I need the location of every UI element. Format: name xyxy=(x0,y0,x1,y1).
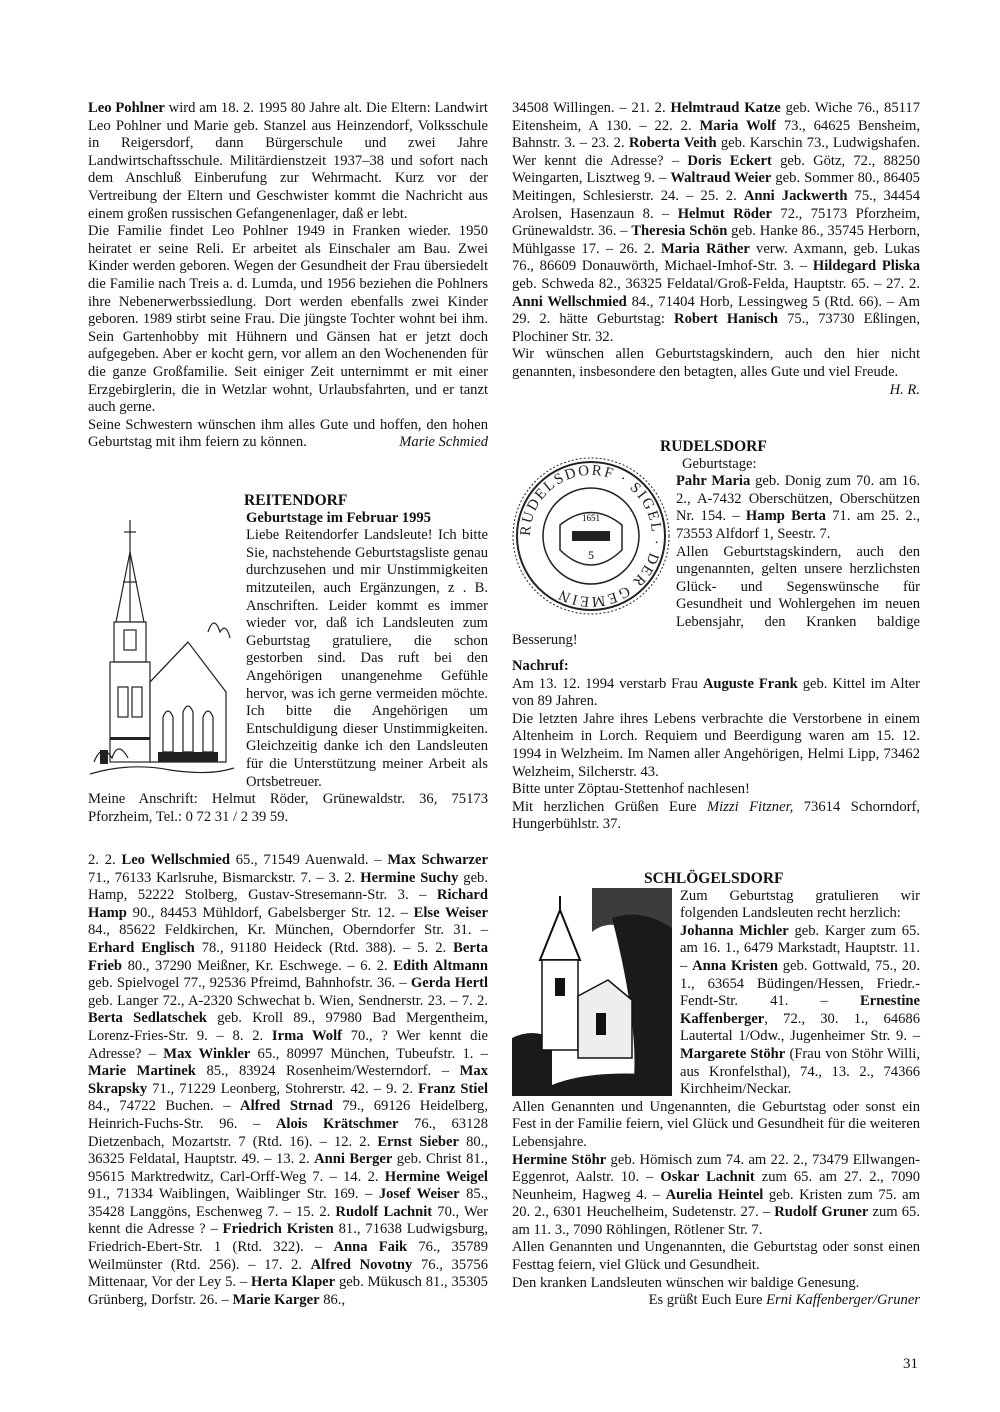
pohlner-signature: Marie Schmied xyxy=(399,434,488,451)
birthday-entry-name: Robert Hanisch xyxy=(674,311,778,328)
schloegelsdorf-entry-name: Hermine Stöhr xyxy=(512,1151,607,1168)
birthday-entry-name: Helmtraud Katze xyxy=(670,100,781,116)
birthday-entry-details: 70., ? Wer kennt die Adresse? – xyxy=(88,1027,488,1062)
birthday-entry-name: Friedrich Kristen xyxy=(222,1221,334,1238)
sign-name: Erni Kaffenberger/Gruner xyxy=(766,1292,920,1309)
birthday-entry-details: 84., 85622 Feldkirchen, Kr. München, Oberndorfer Str. 31. – xyxy=(88,922,488,939)
birthday-entry-details: geb. Götz, 72., 88250 Weingarten, Lisztweg 9. – xyxy=(512,152,920,187)
schloegelsdorf-intro: Zum Geburtstag gratulieren wir folgenden Landsleuten recht herzlich: xyxy=(680,887,920,922)
birthday-entry-details: 80., 37290 Meißner, Kr. Eschwege. – 6. 2. xyxy=(122,957,394,974)
schloegelsdorf-signature xyxy=(512,1292,920,1310)
birthday-entry-details: 84., 74722 Buchen. – xyxy=(88,1098,241,1115)
birthday-entry-name: Hermine Weigel xyxy=(384,1168,488,1185)
birthday-entry-details: geb. Wiche 76., 85117 Eitensheim, A 130. – 22. 2. xyxy=(512,100,920,134)
nachruf-signer: Mizzi Fitzner, xyxy=(707,798,794,815)
birthday-entry-name: Marie Karger xyxy=(232,1291,320,1308)
birthday-entry-details: geb. Langer 72., A-2320 Schwechat b. Wien, Sendnerstr. 23. – 7. 2. xyxy=(88,992,488,1009)
birthday-entry-details: 86., xyxy=(319,1291,346,1308)
schloegelsdorf-wish-1: Allen Genannten und Ungenannten, die Geburtstag oder sonst ein Fest in der Familie feiern, viel Glück und Gesundheit für die weiteren Lebensjahre. xyxy=(512,1098,920,1150)
birthday-entry-name: Max Schwarzer xyxy=(387,852,488,868)
schloegelsdorf-entry-details: geb. Gottwald, 75., 20. 1., 63654 Büdingen/Hessen, Friedr.-Fendt-Str. 41. – xyxy=(680,957,920,1010)
rudelsdorf-entry-name: Hamp Berta xyxy=(745,508,826,525)
birthday-entry-name: Anna Faik xyxy=(333,1239,408,1256)
birthday-entry-details: 75., 34454 Arolsen, Hasenzaun 8. – xyxy=(512,187,920,222)
schloegelsdorf-title: SCHLÖGELSDORF xyxy=(644,870,784,887)
birthday-entry-name: Herta Klaper xyxy=(251,1274,336,1291)
birthday-entry-details: 90., 84453 Mühldorf, Gabelsberger Str. 12. – xyxy=(126,904,414,921)
birthday-entry-details: verw. Axmann, geb. Lukas 76., 86609 Donauwörth, Michael-Imhof-Str. 3. – xyxy=(512,240,920,275)
birthday-entry-name: Maria Räther xyxy=(660,240,750,257)
nachruf-address: 73614 Schorndorf, Hungerbühlstr. 37. xyxy=(512,798,921,833)
nachruf-name: Auguste Frank xyxy=(702,675,798,692)
pohlner-name: Leo Pohlner xyxy=(88,100,165,116)
birthday-entry-details: geb. Mükusch 81., 35305 Grünberg, Dorfstr. 26. – xyxy=(88,1274,488,1308)
reitendorf-list-continuation xyxy=(512,100,920,399)
birthday-entry-name: Alfred Strnad xyxy=(240,1098,333,1115)
birthday-entry-name: Hermine Suchy xyxy=(360,869,459,886)
schloegelsdorf-entry-name: Johanna Michler xyxy=(680,922,789,939)
rudelsdorf-seal-icon xyxy=(510,455,672,617)
birthday-entry-details: geb. Spielvogel 77., 92536 Pfreimd, Bahnhofstr. 36. – xyxy=(88,975,411,992)
birthday-entry-name: Berta Frieb xyxy=(88,939,488,974)
reitendorf-address: Meine Anschrift: Helmut Röder, Grünewaldstr. 36, 75173 Pforzheim, Tel.: 0 72 31 / 2 39 59. xyxy=(88,791,488,825)
pohlner-text: wird am 18. 2. 1995 80 Jahre alt. Die Eltern: Landwirt Leo Pohlner und Marie geb. Stanzel aus Heinzendorf, Volksschule in Reigersdorf, dann Bürgerschule und zwei Jahre Landwirtschaftsschule. Militärdienstzeit 1937–38 und sofort nach dem Anschluß Einberufung zur Wehrmacht. Kurz vor der Vertreibung der Eltern und Geschwister kommt die Nachricht aus einem großen russischen Gefangenenlager, daß er lebt. xyxy=(88,100,488,222)
schloegelsdorf-entry-details: zum 65. am 11. 3., 7090 Röhlingen, Rötlener Str. 7. xyxy=(512,1204,920,1238)
birthday-entry-details: 71., 76133 Karlsruhe, Bismarckstr. 7. – 3. 2. xyxy=(88,869,361,886)
nachruf-text-b: geb. Kittel im Alter von 89 Jahren. xyxy=(512,675,921,710)
reitendorf-body: Liebe Reitendorfer Landsleute! Ich bitte Sie, nachstehende Geburtstagsliste genau durchzusehen und mir Unstimmigkeiten mitzuteilen, auch Ergänzungen, z . B. Anschriften. Leider kommt es immer wieder vor, daß ich Landsleuten zum Geburtstag gratuliere, die schon gestorben sind. Das ruft bei den Angehörigen unangenehme Gefühle hervor, was ich gerne vermeiden möchte. Ich bitte die Angehörigen um Entschuldigung dieser Unstimmigkeiten. Gleichzeitig danke ich den Landsleuten für die Unterstützung meiner Arbeit als Ortsbetreuer. xyxy=(246,527,488,790)
nachruf-greeting: Mit herzlichen Grüßen Eure xyxy=(512,798,708,815)
schloegelsdorf-entry-name: Ernestine Kaffenberger xyxy=(680,993,920,1027)
schloegelsdorf-entry-name: Rudolf Gruner xyxy=(774,1204,869,1221)
birthday-entry-details: 76., 35789 Weilmünster (Rtd. 256). – 17. 2. xyxy=(88,1239,488,1273)
section-schloegelsdorf xyxy=(512,870,920,1310)
nachruf-paragraph-1 xyxy=(512,676,920,711)
birthday-entry-details: 76., 35756 Mittenaar, Vor der Ley 5. – xyxy=(88,1256,489,1291)
reitendorf-birthday-list xyxy=(88,852,488,1309)
nachruf-paragraph-4 xyxy=(512,799,920,834)
birthday-entry-name: Doris Eckert xyxy=(687,152,772,169)
birthday-entry-name: Josef Weiser xyxy=(378,1186,460,1203)
birthday-entry-name: Anni Berger xyxy=(314,1151,393,1168)
section-reitendorf xyxy=(88,492,488,826)
birthday-entry-details: geb. Karschin 73., Ludwigshafen. Wer kennt die Adresse? – xyxy=(512,135,920,169)
birthday-entry-name: Max Winkler xyxy=(163,1045,251,1062)
birthday-entry-details: 71., 71229 Leonberg, Stohrerstr. 42. – 9. 2. xyxy=(147,1080,419,1097)
reitendorf-signature: H. R. xyxy=(889,381,920,398)
birthday-entry-details: 76., 63128 Dietzenbach, Mozartstr. 7 (Rtd. 16). – 12. 2. xyxy=(88,1115,488,1150)
birthday-entry-name: Waltraud Weier xyxy=(670,170,772,187)
birthday-entry-details: geb. Christ 81., 95615 Marktredwitz, Carl-Orff-Weg 7. – 14. 2. xyxy=(88,1151,488,1185)
svg-text:5: 5 xyxy=(588,548,594,563)
schloegelsdorf-entry-name: Margarete Stöhr xyxy=(680,1045,786,1062)
pohlner-wish: Seine Schwestern wünschen ihm alles Gute und hoffen, den hohen Geburtstag mit ihm feiern zu können. xyxy=(88,416,488,451)
birthday-entry-details: 81., 71638 Ludwigsburg, Friedrich-Ebert-Str. 1 (Rtd. 322). – xyxy=(88,1221,488,1256)
section-rudelsdorf xyxy=(512,438,920,649)
reitendorf-list-cont-text xyxy=(512,100,920,346)
birthday-entry-name: Richard Hamp xyxy=(88,887,488,921)
schloegelsdorf-wish-2: Allen Genannten und Ungenannten, die Geburtstag oder sonst einen Festtag feiern, viel Glück und Gesundheit. xyxy=(512,1239,920,1274)
nachruf-paragraph-3: Bitte unter Zöptau-Stettenhof nachlesen! xyxy=(512,781,750,798)
birthday-entry-name: Helmut Röder xyxy=(677,205,773,222)
birthday-entry-name: Ernst Sieber xyxy=(377,1133,460,1150)
birthday-entry-prefix: 34508 Willingen. – 21. 2. xyxy=(512,100,671,116)
section-nachruf xyxy=(512,658,920,834)
rudelsdorf-subtitle: Geburtstage: xyxy=(682,455,757,472)
page-number: 31 xyxy=(903,1356,918,1372)
birthday-entry-name: Marie Martinek xyxy=(88,1063,196,1080)
birthday-entry-name: Roberta Veith xyxy=(628,135,717,152)
church-sketch-icon xyxy=(88,512,236,780)
schloegelsdorf-entry-details: geb. Karger zum 65. am 16. 1., 6479 Markstadt, Hauptstr. 11. – xyxy=(680,922,920,974)
pohlner-paragraph-1 xyxy=(88,100,488,223)
schloegelsdorf-entry-details: , 72., 30. 1., 64686 Lautertal 1/Odw., Jugenheimer Str. 9. – xyxy=(680,1010,920,1045)
birthday-entry-details: 80., 36325 Feldatal, Hauptstr. 49. – 13. 2. xyxy=(88,1133,488,1168)
birthday-entry-name: Else Weiser xyxy=(413,904,488,921)
schloegelsdorf-entry-details: geb. Kristen zum 75. am 20. 2., 6301 Heuchelheim, Sudetenstr. 27. – xyxy=(512,1186,921,1221)
schloegelsdorf-entries-2 xyxy=(512,1152,920,1240)
schloegelsdorf-entry-name: Oskar Lachnit xyxy=(660,1169,755,1186)
birthday-entry-name: Hildegard Pliska xyxy=(812,258,920,275)
pohlner-paragraph-2: Die Familie findet Leo Pohlner 1949 in Franken wieder. 1950 heiratet er seine Reli. Er arbeitet als Einschaler am Bau. Zwei Kinder werden geboren. Wegen der Gesundheit der Frau übersiedelt die Familie nach Treis a. d. Lumda, und 1956 beziehen die Pohlners ihre Nebenerwerbssiedlung. Dort werden ebenfalls zwei Kinder geboren. 1989 stirbt seine Frau. Die jüngste Tochter wohnt bei ihm. Sein Gartenhobby mit Hühnern und Gänsen hat er jetzt doch aufgegeben. Aber er kocht gern, vor allem an den Wochenenden für die ganze Großfamilie. Seit einiger Zeit unternimmt er mit einer Erzgebirglerin, die in Wetzlar wohnt, Urlaubsfahrten, und er tanzt auch gerne. xyxy=(88,223,488,416)
birthday-entry-name: Leo Wellschmied xyxy=(121,852,230,868)
article-pohlner xyxy=(88,100,488,452)
pohlner-paragraph-3 xyxy=(88,417,488,452)
schloegelsdorf-entry-details: (Frau von Stöhr Willi, aus Kronfelsthal), 74., 13. 2., 74366 Kirchheim/Neckar. xyxy=(680,1045,920,1098)
birthday-entry-details: 78., 91180 Heideck (Rtd. 388). – 5. 2. xyxy=(194,939,454,956)
birthday-entry-details: geb. Sommer 80., 86405 Meitingen, Schlesierstr. 24. – 25. 2. xyxy=(512,170,920,204)
birthday-entry-name: Erhard Englisch xyxy=(88,939,195,956)
schloegelsdorf-entry-details: geb. Hömisch zum 74. am 22. 2., 73479 Ellwangen-Eggenrot, Aalstr. 10. – xyxy=(512,1151,920,1186)
birthday-entry-name: Maria Wolf xyxy=(699,117,776,134)
schloegelsdorf-entry-name: Aurelia Heintel xyxy=(665,1186,764,1203)
birthday-entry-name: Alfred Novotny xyxy=(310,1256,413,1273)
nachruf-paragraph-2: Die letzten Jahre ihres Lebens verbrachte die Verstorbene in einem Altenheim in Lorch. Requiem und Beerdigung waren am 15. 12. 1994 in Welzheim. Im Namen aller Angehörigen, Helmi Lipp, 73462 Welzheim, Silcherstr. 43. xyxy=(512,710,920,780)
rudelsdorf-wish: Allen Geburtstagskindern, auch den ungenannten, gelten unsere herzlichsten Glück- und Segenswünsche für Gesundheit und Wohlergehen im neuen Lebensjahr, den Kranken baldige Besserung! xyxy=(512,543,920,648)
birthday-entry-details: geb. Hamp, 52222 Stolberg, Gustav-Stresemann-Str. 3. – xyxy=(88,869,488,904)
birthday-entry-details: 72., 75173 Pforzheim, Grünewaldstr. 36. – xyxy=(512,205,921,240)
birthday-entry-details: 79., 69126 Heidelberg, Heinrich-Fuchs-Str. 96. – xyxy=(88,1098,488,1132)
birthday-entry-name: Berta Sedlatschek xyxy=(88,1010,207,1027)
birthday-entry-details: 75., 73730 Eßlingen, Plochiner Str. 32. xyxy=(512,311,920,345)
church-photo-icon xyxy=(512,888,672,1096)
schloegelsdorf-entry-details: zum 65. am 27. 2., 7090 Neunheim, Hagweg 4. – xyxy=(512,1169,920,1203)
birthday-entry-name: Alois Krätschmer xyxy=(275,1115,399,1132)
schloegelsdorf-entry-name: Anna Kristen xyxy=(692,957,778,974)
nachruf-text-a: Am 13. 12. 1994 verstarb Frau xyxy=(512,675,703,692)
birthday-entry-details: 85., 35428 Langgöns, Eschenweg 7. – 15. 2. xyxy=(88,1186,488,1220)
reitendorf-subtitle: Geburtstage im Februar 1995 xyxy=(246,509,431,526)
rudelsdorf-title: RUDELSDORF xyxy=(660,438,767,455)
birthday-entry-prefix: 2. 2. xyxy=(88,852,122,868)
schloegelsdorf-wish-3: Den kranken Landsleuten wünschen wir baldige Genesung. xyxy=(512,1274,860,1291)
birthday-entry-details: 73., 64625 Bensheim, Bahnstr. 3. – 23. 2. xyxy=(512,117,920,152)
birthday-entry-details: 70., Wer kennt die Adresse ? – xyxy=(88,1203,488,1238)
birthday-entry-details: geb. Hanke 86., 35745 Herborn, Mühlgasse 17. – 26. 2. xyxy=(512,223,920,257)
birthday-entry-details: 65., 80997 München, Tubeufstr. 1. – xyxy=(250,1045,488,1062)
birthday-entry-name: Rudolf Lachnit xyxy=(335,1203,433,1220)
birthday-entry-details: geb. Kroll 89., 97980 Bad Mergentheim, Lorenz-Fries-Str. 9. – 8. 2. xyxy=(88,1010,488,1044)
reitendorf-closing: Wir wünschen allen Geburtstagskindern, auch den hier nicht genannten, insbesondere den betagten, alles Gute und viel Freude. xyxy=(512,346,920,380)
birthday-entry-details: 85., 83924 Rosenheim/Westerndorf. – xyxy=(195,1063,460,1080)
birthday-entry-details: 65., 71549 Auenwald. – xyxy=(229,852,388,868)
birthday-entry-name: Franz Stiel xyxy=(418,1080,488,1097)
seal-year: 1651 xyxy=(582,513,600,524)
birthday-entry-details: 84., 71404 Horb, Lessingweg 5 (Rtd. 66). – Am 29. 2. hätte Geburtstag: xyxy=(512,293,920,328)
birthday-entry-name: Max Skrapsky xyxy=(88,1063,489,1097)
birthday-entry-name: Anni Jackwerth xyxy=(743,187,848,204)
birthday-entry-name: Theresia Schön xyxy=(631,223,728,240)
birthday-entry-details: 91., 71334 Waiblingen, Waiblinger Str. 169. – xyxy=(88,1186,379,1203)
reitendorf-list-text xyxy=(88,852,488,1309)
rudelsdorf-entry-details: 71. am 25. 2., 73553 Alfdorf 1, Seestr. 7. xyxy=(676,508,920,542)
rudelsdorf-entry-details: geb. Donig zum 70. am 16. 2., A-7432 Oberschützen, Oberschützen Nr. 154. – xyxy=(676,473,920,525)
reitendorf-title: REITENDORF xyxy=(244,492,348,509)
seal-text: RUDELSDORF · SIGEL · DER GEMEIN xyxy=(517,462,665,610)
birthday-entry-name: Anni Wellschmied xyxy=(512,293,627,310)
birthday-entry-name: Gerda Hertl xyxy=(410,975,488,992)
birthday-entry-name: Irma Wolf xyxy=(271,1027,343,1044)
birthday-entry-name: Edith Altmann xyxy=(393,957,488,974)
birthday-entry-details: geb. Schweda 82., 36325 Feldatal/Groß-Felda, Hauptstr. 65. – 27. 2. xyxy=(512,275,920,292)
nachruf-title: Nachruf: xyxy=(512,658,569,674)
sign-prefix: Es grüßt Euch Eure xyxy=(648,1292,767,1309)
rudelsdorf-entry-name: Pahr Maria xyxy=(676,473,751,490)
